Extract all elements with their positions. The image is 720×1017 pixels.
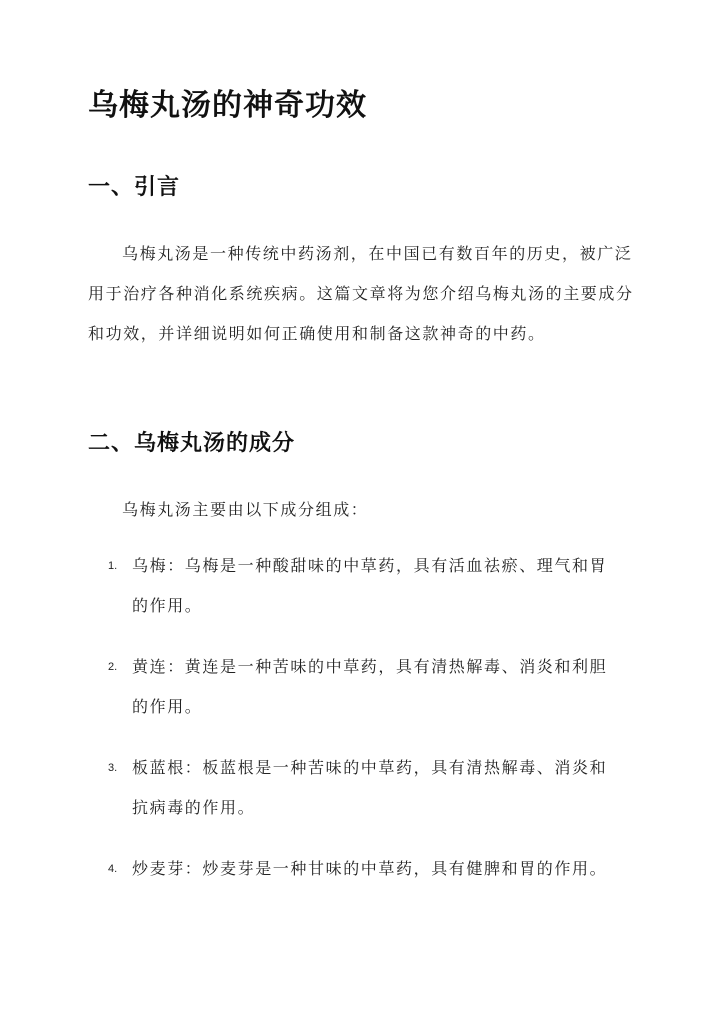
list-item-text: 炒麦芽：炒麦芽是一种甘味的中草药，具有健脾和胃的作用。 bbox=[132, 859, 608, 878]
list-number: 3. bbox=[108, 762, 118, 774]
intro-paragraph: 乌梅丸汤是一种传统中药汤剂，在中国已有数百年的历史，被广泛用于治疗各种消化系统疾病。这篇文章将为您介绍乌梅丸汤的主要成分和功效，并详细说明如何正确使用和制备这款神奇的中药。 bbox=[88, 244, 634, 343]
section-heading-ingredients: 二、乌梅丸汤的成分 bbox=[88, 431, 296, 456]
list-number: 4. bbox=[108, 863, 118, 875]
list-item bbox=[88, 647, 620, 727]
list-item bbox=[88, 748, 620, 828]
list-number: 2. bbox=[108, 661, 118, 673]
section-heading-intro: 一、引言 bbox=[88, 175, 181, 200]
ingredients-list bbox=[88, 546, 636, 910]
list-item bbox=[88, 849, 620, 889]
list-item-text: 板蓝根：板蓝根是一种苦味的中草药，具有清热解毒、消炎和抗病毒的作用。 bbox=[132, 758, 608, 817]
list-item-text: 黄连：黄连是一种苦味的中草药，具有清热解毒、消炎和利胆的作用。 bbox=[132, 657, 608, 716]
list-number: 1. bbox=[108, 560, 118, 572]
list-item-text: 乌梅：乌梅是一种酸甜味的中草药，具有活血祛瘀、理气和胃的作用。 bbox=[132, 556, 608, 615]
list-item bbox=[88, 546, 620, 626]
ingredients-lead: 乌梅丸汤主要由以下成分组成： bbox=[122, 500, 369, 519]
page-title: 乌梅丸汤的神奇功效 bbox=[88, 88, 367, 123]
